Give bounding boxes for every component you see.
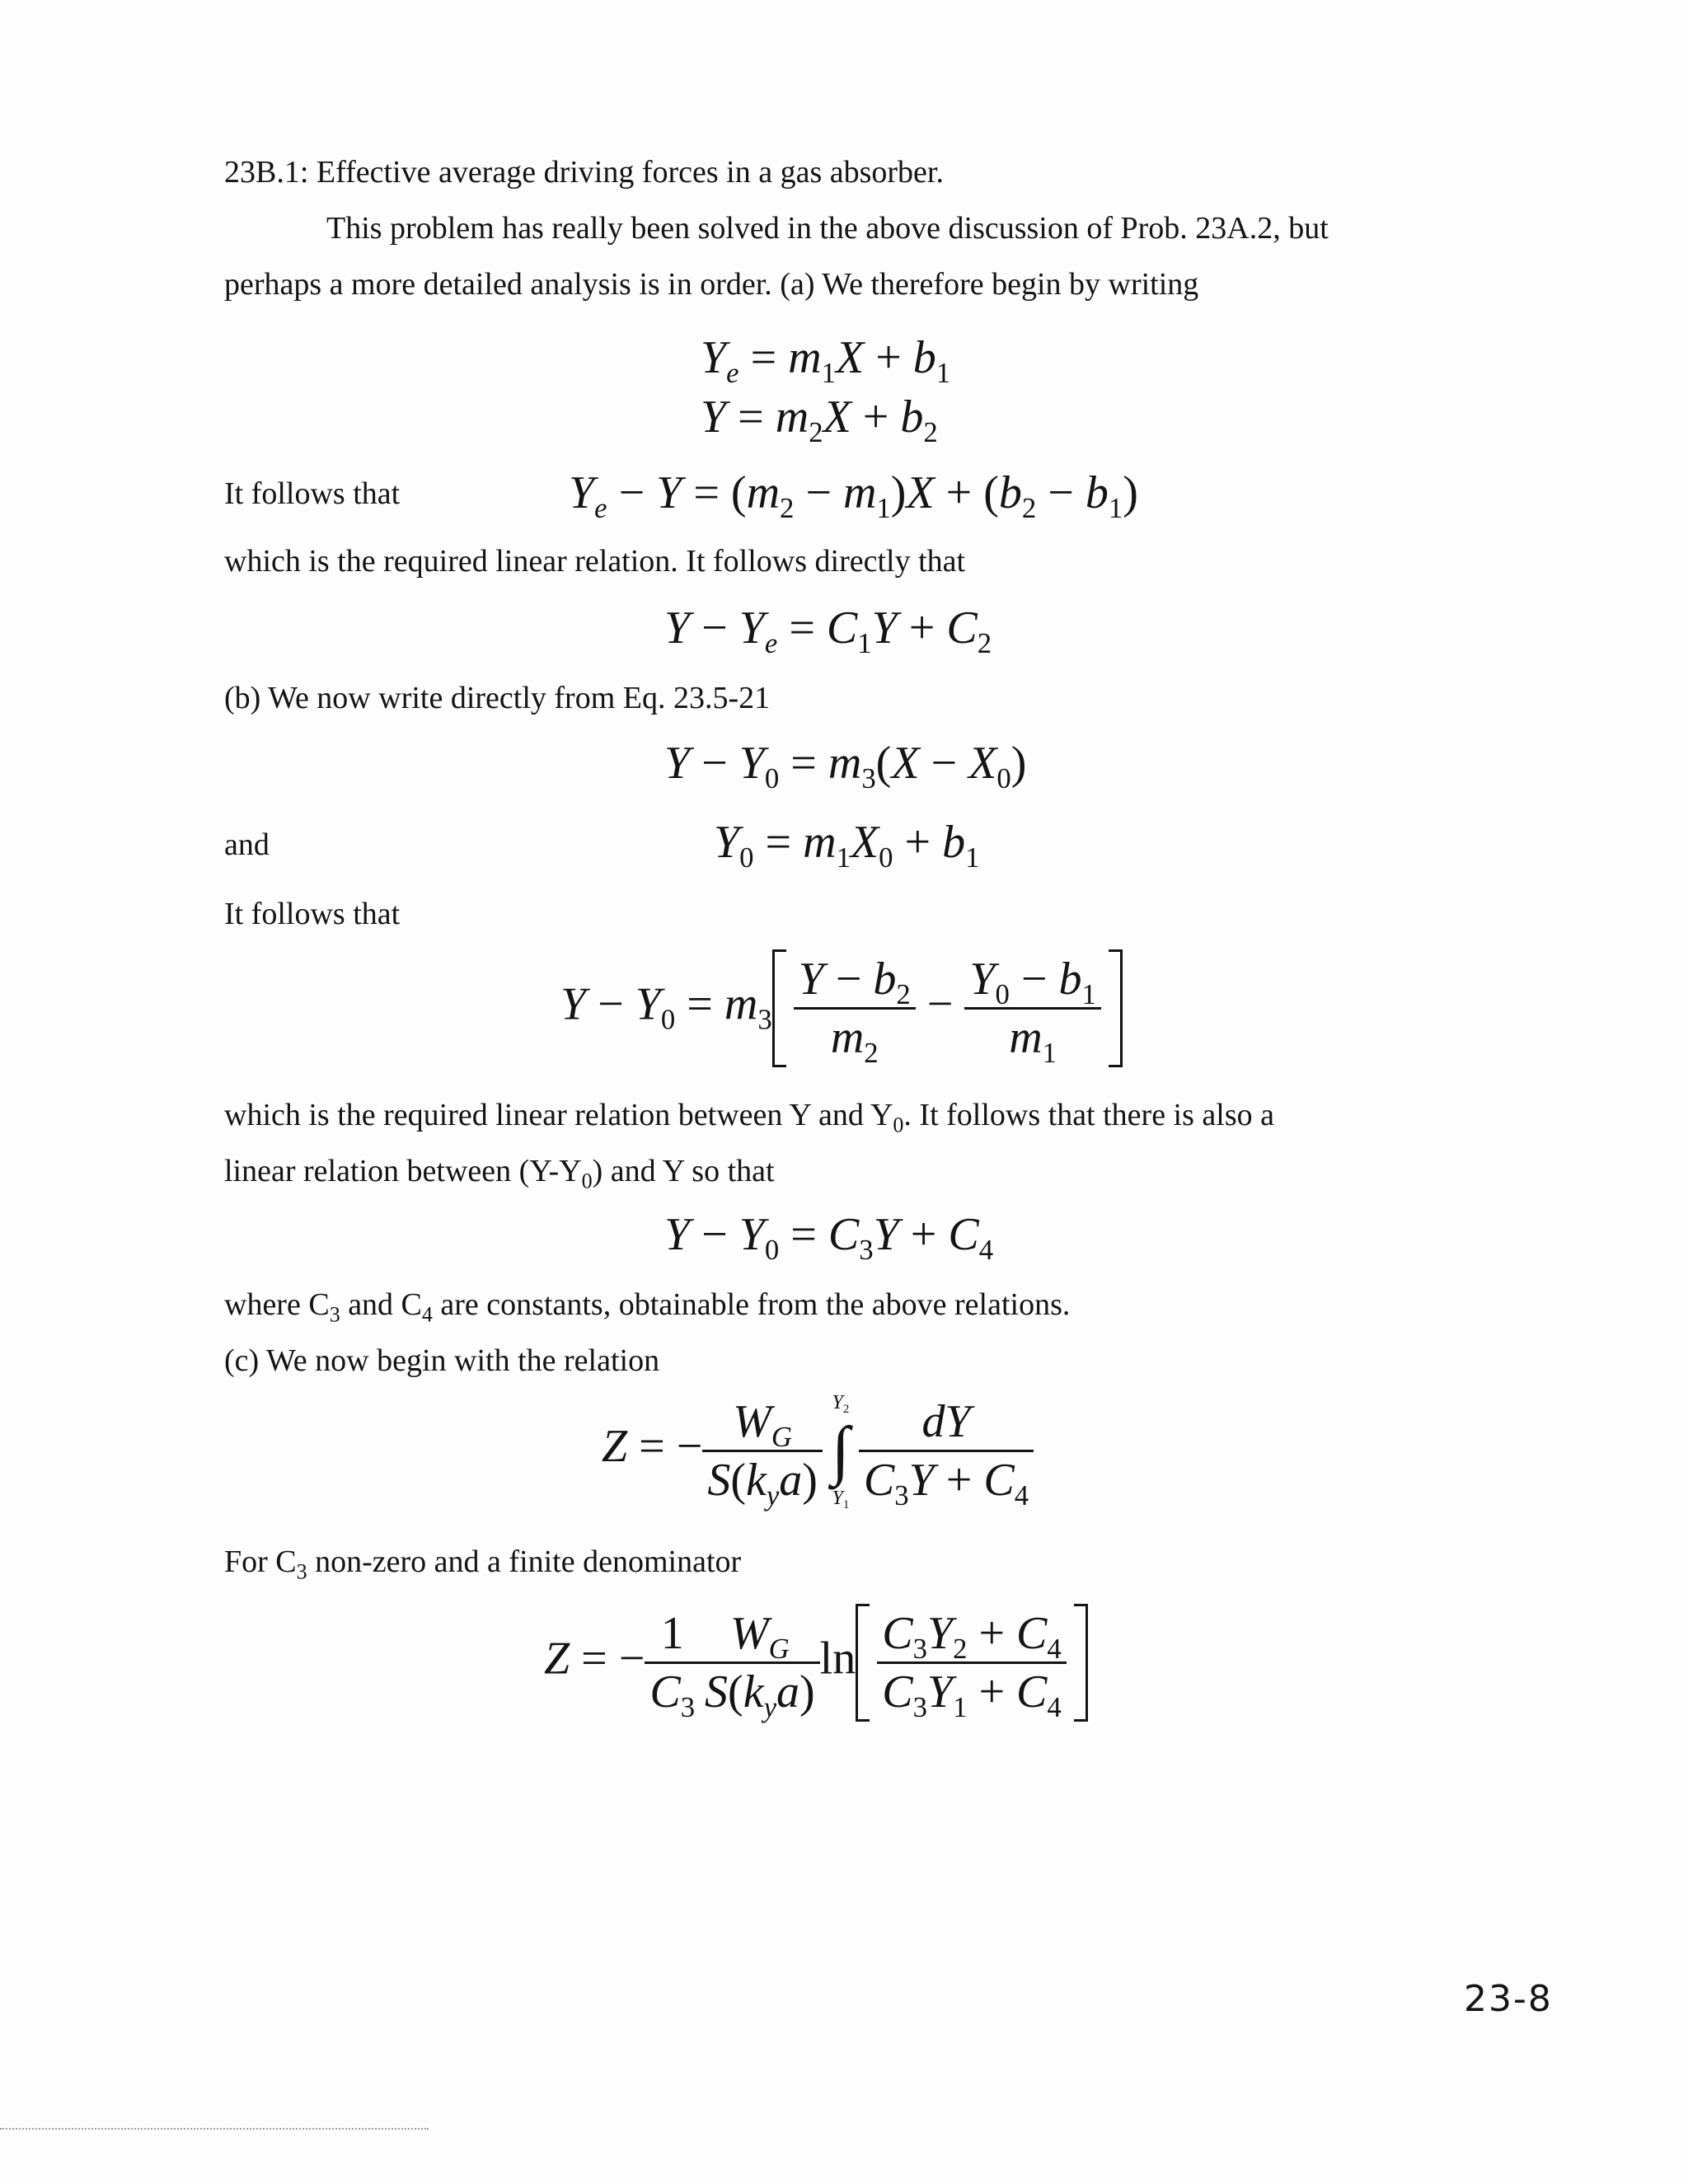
where-text-c: are constants, obtainable from the above relations. <box>432 1287 1071 1322</box>
equation-ye-line: $Y_e = m_1X + b_1$ <box>701 332 951 390</box>
where-sub-3: 3 <box>329 1302 340 1327</box>
paragraph-line-1: This problem has really been solved in the above discussion of Prob. 23A.2, but <box>326 211 1329 246</box>
equation-z-ln: Z = − $\frac{1}{C_3}$ $\frac{W_G}{S(k_ya)}$ ln $\frac{C_3Y_2 + C_4}{C_3Y_1 + C_4}$ <box>544 1604 1088 1722</box>
linear-between2-sub: 0 <box>581 1169 593 1193</box>
it-follows-that-label-1: It follows that <box>224 476 401 511</box>
where-text-a: where C <box>224 1287 330 1322</box>
where-text-b: and C <box>340 1287 422 1322</box>
equation-y-minus-y0-bracket: $Y - Y_0 = m_3$ $\frac{Y - b_2}{m_2}$ − $\frac{Y_0 - b_1}{m_1}$ <box>560 949 1123 1067</box>
it-follows-that-label-2: It follows that <box>224 897 401 931</box>
linear-between-sub: 0 <box>893 1113 904 1137</box>
equation-y-minus-ye: $Y - Y_e = C_1Y + C_2$ <box>664 602 992 660</box>
linear-between2-text-b: ) and Y so that <box>592 1154 775 1188</box>
page-number: 23-8 <box>1464 1978 1553 2020</box>
part-b-text: (b) We now write directly from Eq. 23.5-21 <box>224 681 771 715</box>
for-c3-sub: 3 <box>296 1559 307 1584</box>
integral-sign: $Y_2$ ∫ $Y_1$ <box>831 1392 850 1512</box>
equation-y-line: $Y = m_2X + b_2$ <box>701 391 938 449</box>
part-c-text: (c) We now begin with the relation <box>224 1343 660 1378</box>
paragraph-line-2: perhaps a more detailed analysis is in order. (a) We therefore begin by writing <box>224 267 1199 302</box>
linear-between-text-b: . It follows that there is also a <box>903 1098 1274 1132</box>
for-c3-text <box>224 1543 741 1591</box>
for-c3-text-a: For C <box>224 1544 297 1579</box>
where-constants-text <box>224 1286 1070 1334</box>
equation-ye-minus-y: $Y_e - Y = (m_2 - m_1)X + (b_2 - b_1)$ <box>569 467 1138 525</box>
where-sub-4: 4 <box>421 1302 433 1327</box>
equation-z-integral: Z = − $\frac{W_G}{S(k_ya)}$ $Y_2$ ∫ $Y_1$ $\frac{dY}{C_3Y + C_4}$ <box>602 1393 1034 1508</box>
linear-between-line-2 <box>224 1152 775 1201</box>
linear-between-text-a: which is the required linear relation between Y and Y <box>224 1098 893 1132</box>
equation-y-minus-y0-c3: $Y - Y_0 = C_3Y + C_4$ <box>664 1209 994 1267</box>
linear-between2-text-a: linear relation between (Y-Y <box>224 1154 582 1188</box>
equation-y-minus-y0-m3: $Y - Y_0 = m_3(X - X_0)$ <box>664 738 1027 795</box>
problem-heading: 23B.1: Effective average driving forces in a gas absorber. <box>224 155 944 190</box>
linear-between-line-1 <box>224 1096 1274 1145</box>
and-label: and <box>224 827 270 862</box>
scan-artifact-line <box>0 2128 429 2130</box>
equation-y0-line: $Y_0 = m_1X_0 + b_1$ <box>714 817 980 874</box>
for-c3-text-b: non-zero and a finite denominator <box>307 1544 742 1579</box>
linear-relation-text: which is the required linear relation. It follows directly that <box>224 544 966 579</box>
